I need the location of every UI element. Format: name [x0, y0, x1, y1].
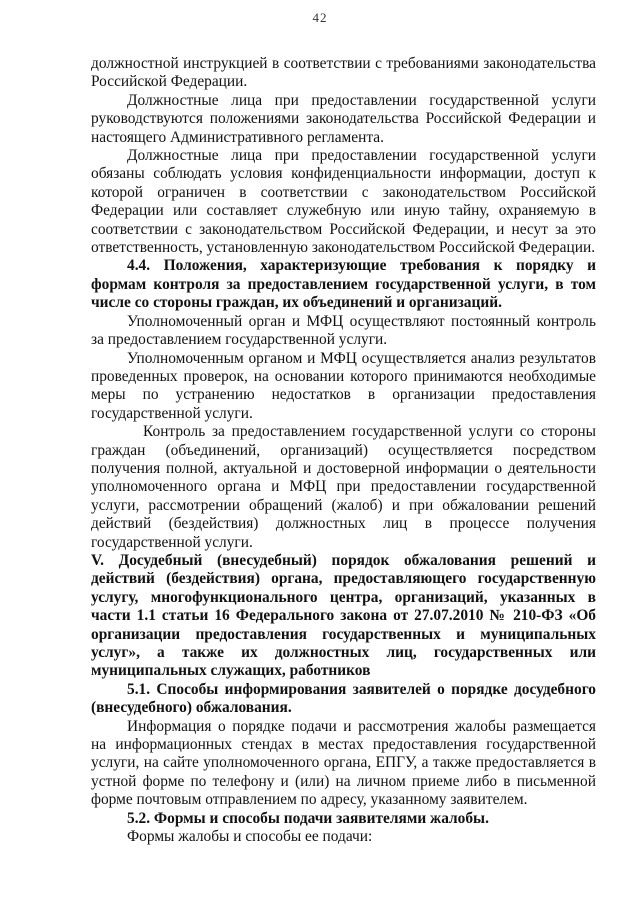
paragraph: должностной инструкцией в соответствии с требованиями законодательства Российской Федерации.	[91, 55, 596, 91]
paragraph: Уполномоченным органом и МФЦ осуществляется анализ результатов проведенных проверок, на основании которого принимаются необходимые меры по устранению недостатков в организации предоставления государственной услуги.	[91, 349, 596, 422]
paragraph: Контроль за предоставлением государственной услуги со стороны граждан (объединений, организаций) осуществляется посредством получения полной, актуальной и достоверной информации о деятельности уполномоченного органа и МФЦ при предоставлении государственной услуги, рассмотрении обращений (жалоб) и при обжаловании решений действий (бездействия) должностных лиц в процессе получения государственной услуги.	[91, 423, 596, 551]
subsection-heading-5-1: 5.1. Способы информирования заявителей о порядке досудебного (внесудебного) обжалования.	[91, 680, 596, 717]
subsection-heading-4-4: 4.4. Положения, характеризующие требования к порядку и формам контроля за предоставлением государственной услуги, в том числе со стороны граждан, их объединений и организаций.	[91, 257, 596, 312]
page-number: 42	[312, 10, 328, 25]
document-body	[91, 55, 596, 846]
paragraph: Должностные лица при предоставлении государственной услуги обязаны соблюдать условия конфиденциальности информации, доступ к которой ограничен в соответствии с законодательством Российской Федерации или составляет служебную или иную тайну, охраняемую в соответствии с законодательством Российской Федерации, и несут за это ответственность, установленную законодательством Российской Федерации.	[91, 147, 596, 257]
paragraph: Уполномоченный орган и МФЦ осуществляют постоянный контроль за предоставлением государственной услуги.	[91, 312, 596, 349]
paragraph: Должностные лица при предоставлении государственной услуги руководствуются положениями законодательства Российской Федерации и настоящего Административного регламента.	[91, 91, 596, 146]
paragraph: Информация о порядке подачи и рассмотрения жалобы размещается на информационных стендах в местах предоставления государственной услуги, на сайте уполномоченного органа, ЕПГУ, а также предоставляется в устной форме по телефону и (или) на личном приеме либо в письменной форме почтовым отправлением по адресу, указанному заявителем.	[91, 717, 596, 809]
section-heading-v: V. Досудебный (внесудебный) порядок обжалования решений и действий (бездействия) органа, предоставляющего государственную услугу, многофункционального центра, организаций, указанных в части 1.1 статьи 16 Федерального закона от 27.07.2010 № 210-ФЗ «Об организации предоставления государственных и муниципальных услуг», а также их должностных лиц, государственных или муниципальных служащих, работников	[91, 551, 596, 680]
subsection-heading-5-2: 5.2. Формы и способы подачи заявителями жалобы.	[127, 809, 489, 827]
paragraph: Формы жалобы и способы ее подачи:	[127, 828, 373, 846]
